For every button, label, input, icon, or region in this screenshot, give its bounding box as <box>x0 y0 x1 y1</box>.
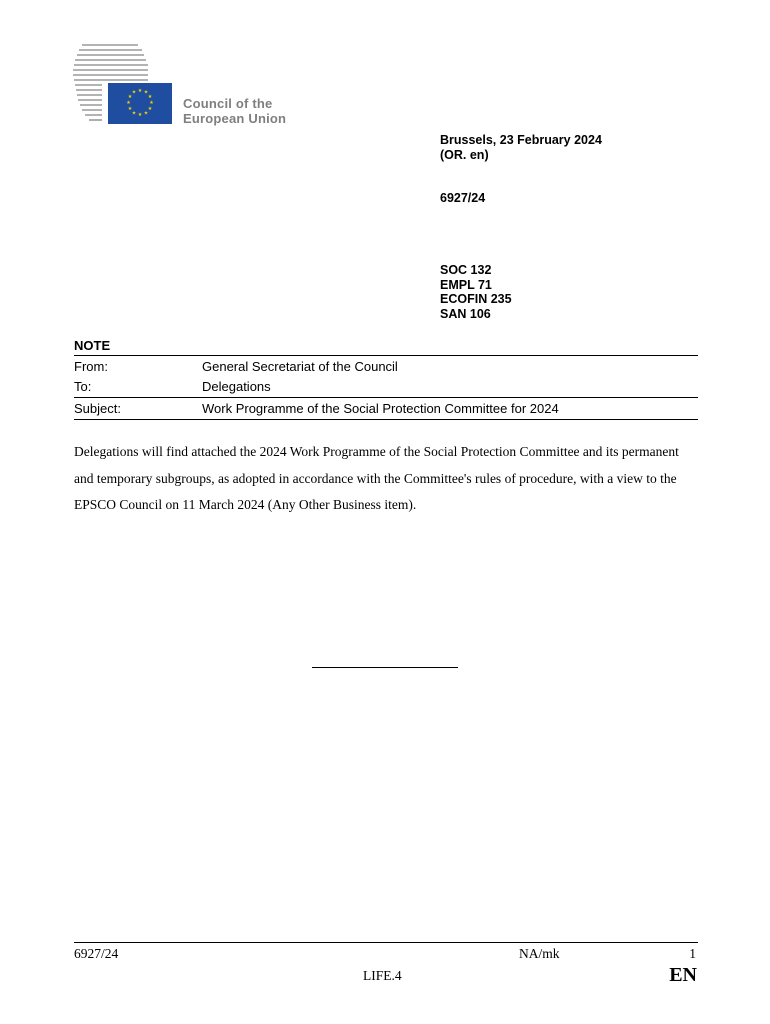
subject-row <box>74 400 698 418</box>
code-item: ECOFIN 235 <box>440 292 512 306</box>
code-item: SAN 106 <box>440 306 491 321</box>
doc-number-block <box>440 191 485 206</box>
note-title: NOTE <box>74 338 111 353</box>
svg-text:★: ★ <box>127 106 133 112</box>
code-item: SOC 132 <box>440 263 492 277</box>
svg-text:★: ★ <box>126 100 131 106</box>
svg-text:★: ★ <box>137 88 143 94</box>
subject-bottom-rule <box>74 419 698 420</box>
svg-text:★: ★ <box>137 112 143 118</box>
doc-number: 6927/24 <box>440 191 486 205</box>
from-row <box>74 358 698 376</box>
end-separator-line <box>312 667 458 668</box>
svg-text:★: ★ <box>143 89 149 96</box>
institution-line-2: European Union <box>183 111 287 126</box>
footer-rule <box>74 942 698 943</box>
svg-text:★: ★ <box>143 110 149 117</box>
footer-doc-number: 6927/24 <box>74 946 119 961</box>
institution-name <box>183 96 286 126</box>
interinstitutional-codes <box>440 263 512 321</box>
from-label: From: <box>74 359 108 374</box>
to-row <box>74 378 698 396</box>
svg-text:★: ★ <box>147 94 153 100</box>
svg-text:★: ★ <box>127 94 133 100</box>
place-date: Brussels, 23 February 2024 <box>440 133 602 147</box>
body-paragraph: Delegations will find attached the 2024 Work Programme of the Social Protection Committee and its permanent and temporary subgroups, as adopted in accordance with the Committee's rules of procedure, with a view to the EPSCO Council on 11 March 2024 (Any Other Business item). <box>74 444 679 512</box>
footer-language: EN <box>669 964 697 986</box>
place-date-block <box>440 133 602 162</box>
original-language: (OR. en) <box>440 147 489 162</box>
institution-line-1: Council of the <box>183 96 273 111</box>
footer-initials: NA/mk <box>519 946 560 961</box>
from-value: General Secretariat of the Council <box>202 359 398 374</box>
svg-text:★: ★ <box>149 100 154 106</box>
to-value: Delegations <box>202 379 271 394</box>
subject-label: Subject: <box>74 401 121 416</box>
to-label: To: <box>74 379 92 394</box>
footer-unit: LIFE.4 <box>363 968 402 983</box>
svg-text:★: ★ <box>147 106 153 112</box>
svg-text:★: ★ <box>131 89 137 96</box>
council-logo <box>72 41 182 127</box>
note-top-rule <box>74 355 698 356</box>
subject-top-rule <box>74 397 698 398</box>
subject-value: Work Programme of the Social Protection Committee for 2024 <box>202 401 559 416</box>
svg-text:★: ★ <box>131 110 137 117</box>
footer-page-number: 1 <box>689 946 696 961</box>
code-item: EMPL 71 <box>440 277 492 292</box>
council-emblem-icon <box>72 41 182 127</box>
